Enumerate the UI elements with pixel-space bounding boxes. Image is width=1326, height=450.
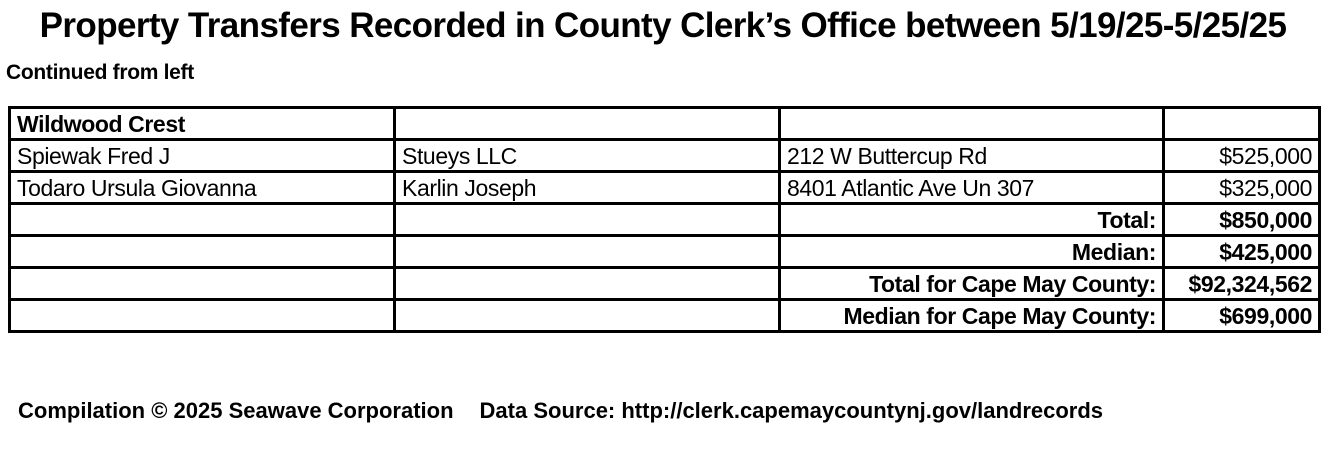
summary-value: $425,000: [1164, 236, 1320, 268]
compilation-credit: Compilation © 2025 Seawave Corporation: [18, 398, 454, 423]
price-cell: $525,000: [1164, 140, 1320, 172]
summary-value: $92,324,562: [1164, 268, 1320, 300]
grantor-cell: Todaro Ursula Giovanna: [10, 172, 395, 204]
grantee-cell: Karlin Joseph: [395, 172, 780, 204]
empty-cell: [395, 108, 780, 140]
transfers-table: [8, 106, 1321, 333]
summary-row-county-median: [10, 300, 1320, 332]
empty-cell: [395, 300, 780, 332]
empty-cell: [395, 204, 780, 236]
summary-row-county-total: [10, 268, 1320, 300]
price-cell: $325,000: [1164, 172, 1320, 204]
address-cell: 212 W Buttercup Rd: [780, 140, 1164, 172]
summary-label: Total:: [780, 204, 1164, 236]
summary-row-total: [10, 204, 1320, 236]
summary-label: Total for Cape May County:: [780, 268, 1164, 300]
empty-cell: [10, 236, 395, 268]
footer: [18, 398, 1318, 424]
empty-cell: [10, 300, 395, 332]
empty-cell: [395, 236, 780, 268]
table-row: [10, 172, 1320, 204]
address-cell: 8401 Atlantic Ave Un 307: [780, 172, 1164, 204]
summary-value: $850,000: [1164, 204, 1320, 236]
empty-cell: [780, 108, 1164, 140]
section-title: Wildwood Crest: [10, 108, 395, 140]
empty-cell: [1164, 108, 1320, 140]
empty-cell: [395, 268, 780, 300]
empty-cell: [10, 268, 395, 300]
empty-cell: [10, 204, 395, 236]
table-row: [10, 140, 1320, 172]
section-header-row: [10, 108, 1320, 140]
continued-note: Continued from left: [6, 61, 194, 84]
grantor-cell: Spiewak Fred J: [10, 140, 395, 172]
summary-label: Median for Cape May County:: [780, 300, 1164, 332]
summary-label: Median:: [780, 236, 1164, 268]
summary-row-median: [10, 236, 1320, 268]
page-title: Property Transfers Recorded in County Clerk’s Office between 5/19/25-5/25/25: [39, 6, 1287, 45]
grantee-cell: Stueys LLC: [395, 140, 780, 172]
summary-value: $699,000: [1164, 300, 1320, 332]
data-source-credit: Data Source: http://clerk.capemaycountynj.gov/landrecords: [479, 398, 1104, 423]
